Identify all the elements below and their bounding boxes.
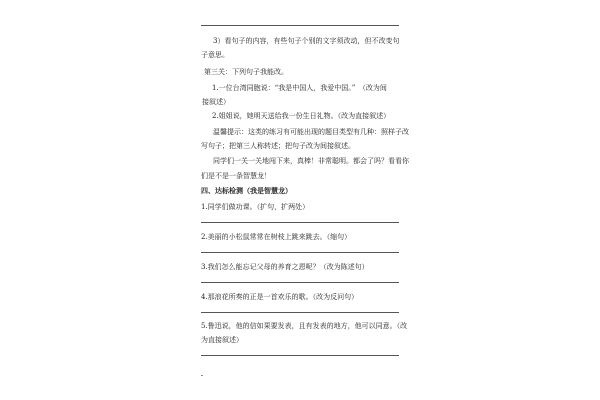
praise-line2: 们是不是一条智慧龙！ — [201, 172, 271, 180]
page-mark — [201, 375, 203, 376]
test-question-3: 3.我们怎么能忘记父母的养育之恩呢？（改为陈述句） — [201, 263, 369, 271]
tip-line2: 写句子；把第三人称转述；把句子改为间接叙述。 — [201, 142, 355, 150]
tip-line1: 温馨提示：这类的练习有可能出现的题目类型有几种：照样子改 — [213, 128, 409, 136]
test-question-5-line1: 5.鲁迅说，他的信如果要发表，且有发表的地方，他可以同意。（改 — [201, 322, 408, 330]
praise-line1: 同学们一关一关地闯下来，真棒！非常聪明。都会了吗？看看你 — [213, 157, 409, 165]
level3-question2: 2.姐姐说，她明天送给我一份生日礼物。（改为直接叙述） — [212, 112, 391, 120]
test-question-2: 2.美丽的小松鼠常常在树枝上跳来跳去。（缩句） — [201, 233, 352, 241]
level3-question1-line2: 接叙述） — [202, 98, 230, 106]
instruction-item3-line1: 3）看句子的内容，有些句子个别的文字须改动，但不改变句 — [213, 37, 400, 45]
level3-title: 第三关：下列句子我能改。 — [204, 68, 288, 76]
section4-title: 四、达标检测（我是智慧龙） — [201, 186, 292, 195]
answer-line-1 — [201, 222, 399, 223]
test-question-1: 1.同学们做功课。（扩句，扩两处） — [201, 203, 310, 211]
test-question-4: 4.那浪花所奏的正是一首欢乐的歌。（改为反问句） — [201, 293, 359, 301]
answer-line-2 — [201, 252, 399, 253]
level3-question1-line1: 1.一位台湾同胞说：“我是中国人，我爱中国。” （改为间 — [212, 84, 387, 92]
top-divider — [201, 25, 399, 26]
answer-line-4 — [201, 312, 399, 313]
answer-line-5 — [201, 355, 399, 356]
answer-line-3 — [201, 282, 399, 283]
instruction-item3-line2: 子意思。 — [201, 51, 229, 59]
test-question-5-line2: 为直接叙述） — [201, 336, 243, 344]
